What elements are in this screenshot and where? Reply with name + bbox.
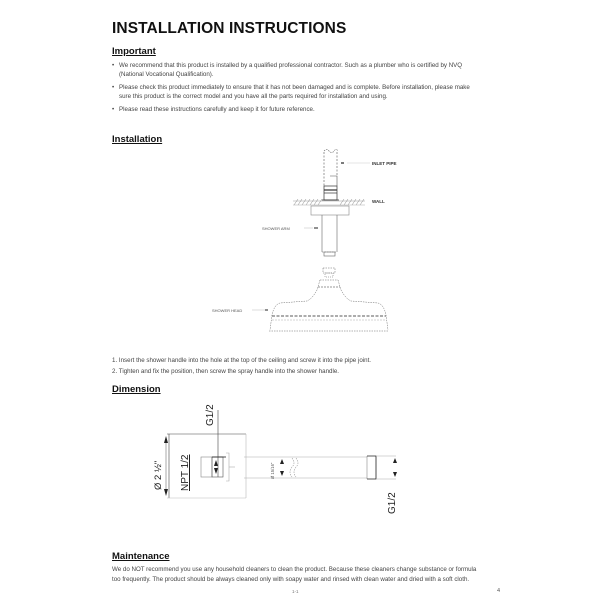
pipe-diameter-label: Ø 15/16" [270,462,275,479]
wall-label: WALL [372,199,385,204]
important-heading: Important [112,46,156,57]
npt-label: NPT 1/2 [180,454,191,491]
important-bullet-1: • We recommend that this product is installed by a qualified professional contractor. Such as a plumber who is certified by NVQ (National Vocational Qualification). [112,61,470,79]
page-number: 4 [497,588,501,594]
maintenance-line-1: We do NOT recommend you use any household cleaners to clean the product. Because these cleaners change substance or formula [112,566,477,573]
g12-bottom-label: G1/2 [387,492,398,514]
shower-head-label: SHOWER HEAD [212,308,243,313]
diameter-label: Ø 2 ½" [153,460,164,490]
important-bullet-2: • Please check this product immediately to ensure that it has not been damaged and is complete. Before installation, please make sure this product is the correct model and you have all the parts required for installation and using. [112,83,470,101]
installation-step-1: 1. Insert the shower handle into the hole at the top of the ceiling and screw it into the pipe joint. [112,357,372,364]
maintenance-line-2: too frequently. The product should be always cleaned only with soapy water and rinsed with clean water and dried with a soft cloth. [112,576,470,583]
installation-step-2: 2. Tighten and fix the position, then screw the spray handle into the shower handle. [112,368,340,375]
inlet-pipe-label: INLET PIPE [372,161,397,166]
page-ref: 1-1 [292,589,299,594]
g12-top-label: G1/2 [205,404,216,426]
installation-heading: Installation [112,134,163,145]
important-bullet-3: • Please read these instructions carefully and keep it for future reference. [112,105,470,114]
dimension-heading: Dimension [112,384,161,395]
page-title: INSTALLATION INSTRUCTIONS [112,20,347,37]
maintenance-text [112,565,476,585]
maintenance-heading: Maintenance [112,551,170,562]
shower-arm-label: SHOWER ARM [262,226,290,231]
